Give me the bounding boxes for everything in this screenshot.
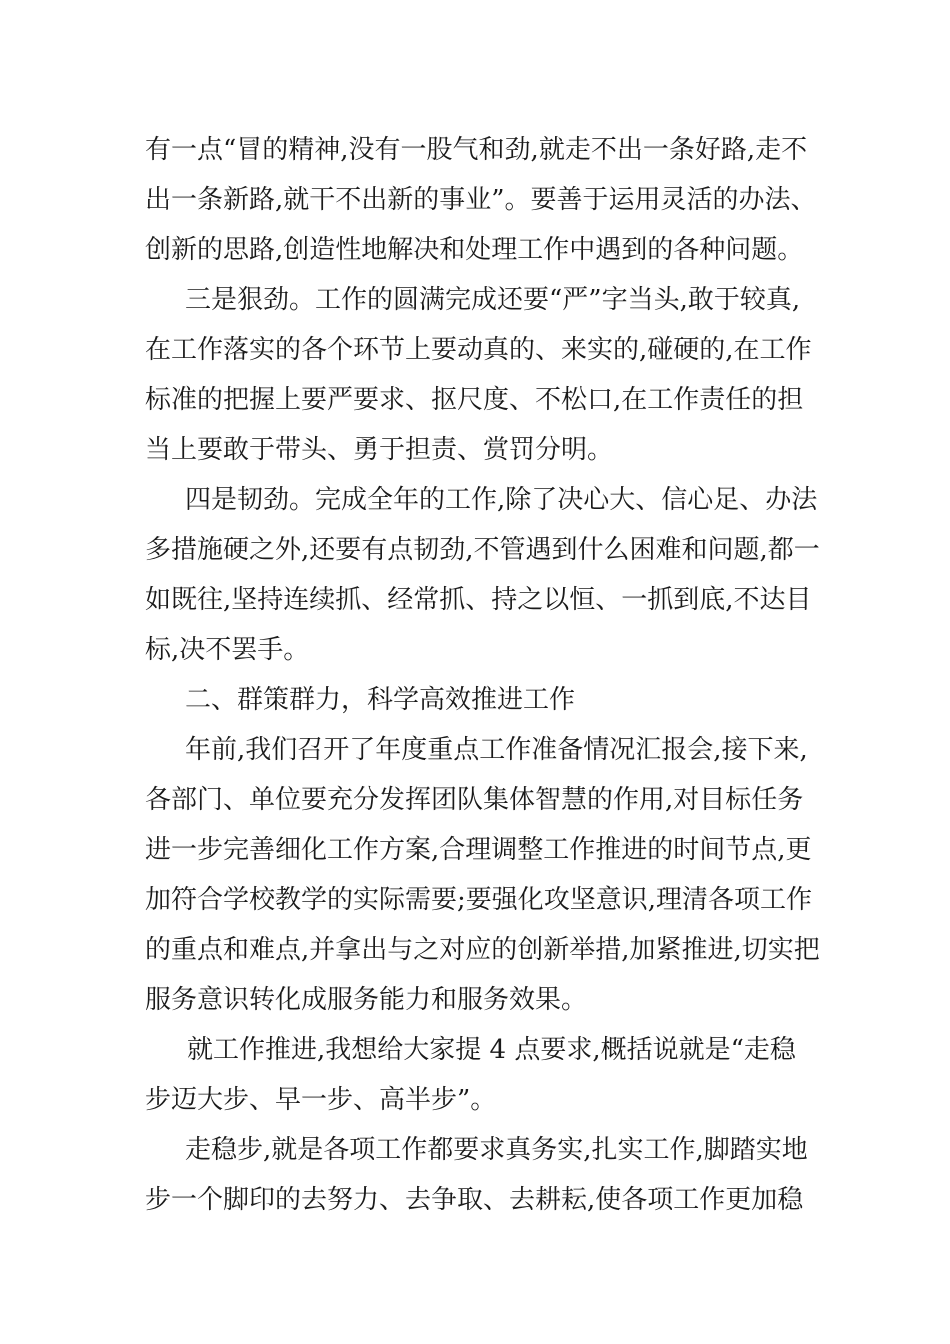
text-line: 步迈大步、早一步、高半步”。 — [145, 1085, 497, 1115]
text-line: 标,决不罢手。 — [145, 635, 310, 665]
text-line: 走稳步,就是各项工作都要求真务实,扎实工作,脚踏实地 — [185, 1135, 808, 1165]
section-heading: 二、群策群力，科学高效推进工作 — [185, 685, 576, 715]
document-page — [145, 125, 825, 1225]
text-line: 如既往,坚持连续抓、经常抓、持之以恒、一抓到底,不达目 — [145, 585, 812, 615]
text-line: 就工作推进,我想给大家提 4 点要求,概括说就是“走稳 — [187, 1035, 796, 1065]
text-line: 创新的思路,创造性地解决和处理工作中遇到的各种问题。 — [145, 235, 804, 265]
text-line: 服务意识转化成服务能力和服务效果。 — [145, 985, 588, 1015]
text-line: 出一条新路,就干不出新的事业”。要善于运用灵活的办法、 — [145, 185, 817, 215]
text-line: 三是狠劲。工作的圆满完成还要“严”字当头,敢于较真, — [185, 285, 801, 315]
text-line: 加符合学校教学的实际需要;要强化攻坚意识,理清各项工作 — [145, 885, 813, 915]
text-line: 在工作落实的各个环节上要动真的、来实的,碰硬的,在工作 — [145, 335, 812, 365]
text-line: 当上要敢于带头、勇于担责、赏罚分明。 — [145, 435, 614, 465]
text-line: 步一个脚印的去努力、去争取、去耕耘,使各项工作更加稳 — [145, 1185, 804, 1215]
text-line: 多措施硬之外,还要有点韧劲,不管遇到什么困难和问题,都一 — [145, 535, 820, 565]
text-line: 各部门、单位要充分发挥团队集体智慧的作用,对目标任务 — [145, 785, 804, 815]
text-line: 进一步完善细化工作方案,合理调整工作推进的时间节点,更 — [145, 835, 812, 865]
text-line: 有一点“冒的精神,没有一股气和劲,就走不出一条好路,走不 — [145, 135, 808, 165]
text-line: 的重点和难点,并拿出与之对应的创新举措,加紧推进,切实把 — [145, 935, 820, 965]
text-line: 标准的把握上要严要求、抠尺度、不松口,在工作责任的担 — [145, 385, 804, 415]
text-line: 年前,我们召开了年度重点工作准备情况汇报会,接下来, — [185, 735, 808, 765]
text-line: 四是韧劲。完成全年的工作,除了决心大、信心足、办法 — [185, 485, 818, 515]
